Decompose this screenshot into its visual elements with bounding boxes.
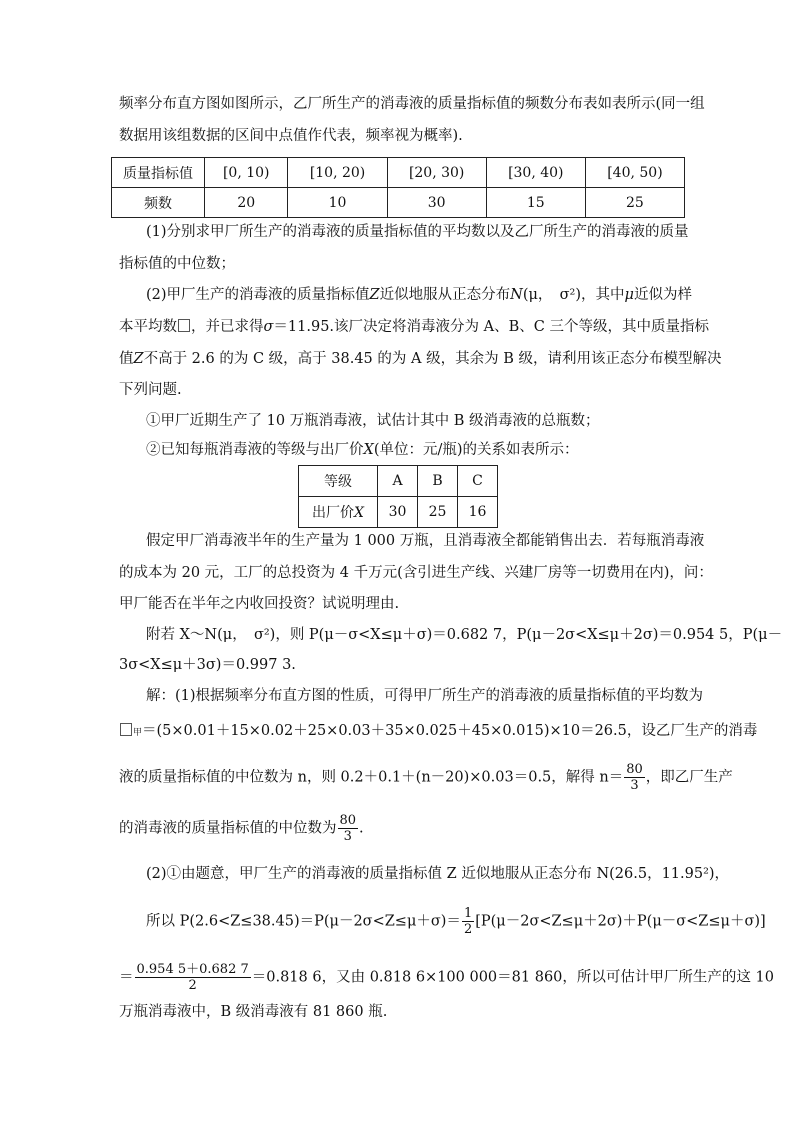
paragraph-3-line-2: 的成本为 20 元，工厂的总投资为 4 千万元(含引进生产线、兴建厂房等一切费用在内)，问： (119, 565, 713, 581)
fraction: $\frac{1}{2}$ (463, 906, 473, 937)
grade-cell: C (458, 466, 498, 497)
grade-cell: B (418, 466, 458, 497)
solution-2-line-4: 万瓶消毒液中，B 级消毒液有 81 860 瓶. (119, 1004, 388, 1020)
price-cell: 25 (418, 497, 458, 528)
solution-1-line-2: 甲＝(5×0.01＋15×0.02＋25×0.03＋35×0.025＋45×0.015)×10＝26.5，设乙厂生产的消毒 (119, 721, 757, 743)
appendix-line-1: 附若 X～N(μ， σ²)，则 P(μ－σ<X≤μ＋σ)＝0.682 7，P(μ－2σ<X≤μ＋2σ)＝0.954 5，P(μ－ (146, 627, 783, 643)
count-cell: 10 (288, 188, 387, 218)
question-2-line-1: (2)甲厂生产的消毒液的质量指标值Z近似地服从正态分布N(μ， σ²)，其中μ近似为样 (146, 287, 692, 303)
table-header-cell: 等级 (299, 466, 378, 497)
fraction: $\frac{0.954 5+0.682 7}{2}$ (136, 962, 249, 993)
question-2-line-2: 本平均数 ，并已求得σ＝11.95.该厂决定将消毒液分为 A、B、C 三个等级，其中质量指标 (119, 319, 709, 335)
count-cell: 30 (387, 188, 486, 218)
count-cell: 15 (486, 188, 585, 218)
question-1-line-2: 指标值的中位数； (119, 256, 235, 272)
solution-1-line-3: 液的质量指标值的中位数为 n，则 0.2＋0.1＋(n－20)×0.03＝0.5，解得 n＝ $\frac{80}{3}$ ，即乙厂生产 (119, 762, 733, 793)
x-bar-symbol (178, 319, 190, 332)
interval-cell: [20, 30) (387, 158, 486, 188)
sub-question-2: ②已知每瓶消毒液的等级与出厂价X(单位：元/瓶)的关系如表所示： (146, 442, 579, 458)
table-header-cell: 质量指标值 (112, 158, 205, 188)
count-cell: 20 (205, 188, 288, 218)
paragraph-3-line-3: 甲厂能否在半年之内收回投资？试说明理由. (119, 596, 400, 612)
solution-1-line-1: 解：(1)根据频率分布直方图的性质，可得甲厂所生产的消毒液的质量指标值的平均数为 (146, 688, 704, 704)
solution-2-line-2: 所以 P(2.6<Z≤38.45)＝P(μ－2σ<Z≤μ＋σ)＝ $\frac{1}{2}$ [P(μ－2σ<Z≤μ＋2σ)＋P(μ－σ<Z≤μ＋σ)] (146, 906, 766, 937)
price-cell: 30 (378, 497, 418, 528)
price-cell: 16 (458, 497, 498, 528)
interval-cell: [40, 50) (585, 158, 684, 188)
intro-line-2: 数据用该组数据的区间中点值作代表，频率视为概率). (119, 128, 463, 144)
table-row (299, 466, 498, 497)
grade-cell: A (378, 466, 418, 497)
table-row (112, 188, 685, 218)
solution-2-line-3: ＝ $\frac{0.954 5+0.682 7}{2}$ ＝0.818 6，又由 0.818 6×100 000＝81 860，所以可估计甲厂所生产的这 10 (119, 962, 774, 993)
appendix-line-2: 3σ<X≤μ＋3σ)＝0.997 3. (119, 657, 296, 673)
question-2-line-3: 值Z不高于 2.6 的为 C 级，高于 38.45 的为 A 级，其余为 B 级，请利用该正态分布模型解决 (119, 351, 722, 367)
paragraph-3-line-1: 假定甲厂消毒液半年的生产量为 1 000 万瓶，且消毒液全都能销售出去．若每瓶消毒液 (146, 533, 705, 549)
solution-2-line-1: (2)①由题意，甲厂生产的消毒液的质量指标值 Z 近似地服从正态分布 N(26.5，11.95²)， (146, 866, 730, 882)
question-1-line-1: (1)分别求甲厂所生产的消毒液的质量指标值的平均数以及乙厂所生产的消毒液的质量 (146, 224, 689, 240)
interval-cell: [0, 10) (205, 158, 288, 188)
x-bar-symbol (120, 723, 132, 736)
interval-cell: [30, 40) (486, 158, 585, 188)
sub-question-1: ①甲厂近期生产了 10 万瓶消毒液，试估计其中 B 级消毒液的总瓶数； (146, 413, 600, 429)
interval-cell: [10, 20) (288, 158, 387, 188)
table-row (299, 497, 498, 528)
fraction: $\frac{80}{3}$ (626, 762, 643, 793)
fraction: $\frac{80}{3}$ (339, 813, 357, 844)
table-header-cell: 频数 (112, 188, 205, 218)
price-table (298, 465, 498, 528)
count-cell: 25 (585, 188, 684, 218)
solution-1-line-4: 的消毒液的质量指标值的中位数为 $\frac{80}{3}$ . (119, 813, 364, 844)
frequency-table (111, 157, 685, 218)
table-row (112, 158, 685, 188)
table-header-cell: 出厂价X (299, 497, 378, 528)
intro-line-1: 频率分布直方图如图所示，乙厂所生产的消毒液的质量指标值的频数分布表如表所示(同一组 (119, 96, 705, 112)
question-2-line-4: 下列问题. (119, 382, 182, 398)
